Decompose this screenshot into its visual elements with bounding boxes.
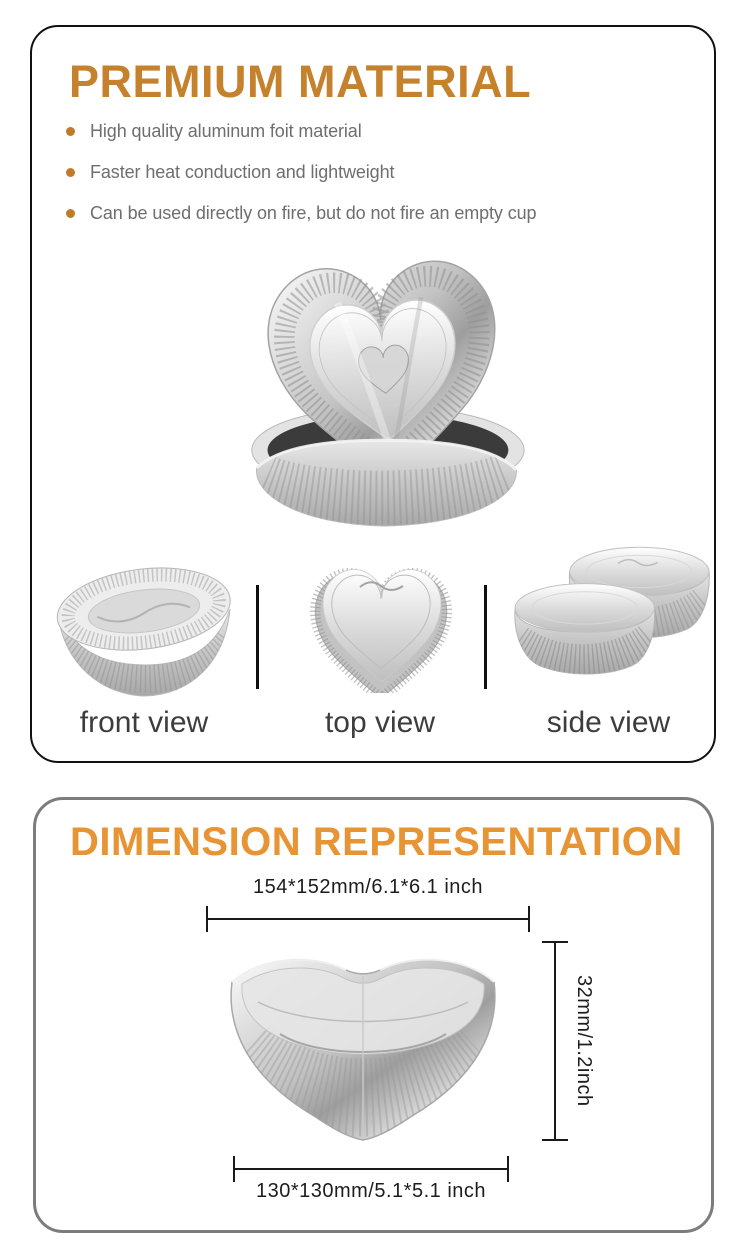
premium-title: PREMIUM MATERIAL — [69, 56, 532, 107]
height-label: 32mm/1.2inch — [573, 975, 595, 1107]
dimension-card — [33, 797, 714, 1233]
dimension-tick — [542, 1139, 568, 1141]
feature-list — [66, 111, 536, 234]
front-view-label: front view — [79, 706, 209, 739]
side-view-label: side view — [546, 706, 671, 739]
top-view-pan-icon — [292, 551, 472, 693]
dimension-tick — [507, 1156, 509, 1182]
top-width-label: 154*152mm/6.1*6.1 inch — [252, 876, 484, 898]
feature-item — [66, 111, 536, 152]
feature-text: High quality aluminum foit material — [90, 121, 362, 141]
bottom-width-label: 130*130mm/5.1*5.1 inch — [255, 1180, 487, 1202]
feature-text: Faster heat conduction and lightweight — [90, 162, 395, 182]
top-width-dimension-line — [206, 918, 530, 920]
heart-pan-front-icon — [218, 936, 508, 1148]
dimension-tick — [542, 941, 568, 943]
heart-pan-photo-icon — [235, 233, 531, 533]
top-view-image — [292, 551, 472, 693]
feature-item — [66, 193, 536, 234]
view-divider — [484, 585, 487, 689]
dimension-pan-image — [218, 936, 508, 1148]
hero-foil-pans-image — [235, 233, 531, 533]
feature-item — [66, 152, 536, 193]
dimension-tick — [233, 1156, 235, 1182]
dimension-tick — [206, 906, 208, 932]
premium-material-card — [30, 25, 716, 763]
bullet-dot-icon — [66, 168, 75, 177]
bullet-dot-icon — [66, 127, 75, 136]
height-dimension-line — [554, 941, 556, 1141]
bullet-dot-icon — [66, 209, 75, 218]
feature-text: Can be used directly on fire, but do not fire an empty cup — [90, 203, 537, 223]
dimension-tick — [528, 906, 530, 932]
front-view-pan-icon — [44, 549, 244, 697]
bottom-width-dimension-line — [233, 1168, 509, 1170]
top-view-label: top view — [324, 706, 436, 739]
side-view-image — [505, 545, 712, 697]
front-view-image — [44, 549, 244, 697]
dimension-title: DIMENSION REPRESENTATION — [70, 820, 683, 864]
view-divider — [256, 585, 259, 689]
side-view-pans-icon — [505, 545, 712, 697]
